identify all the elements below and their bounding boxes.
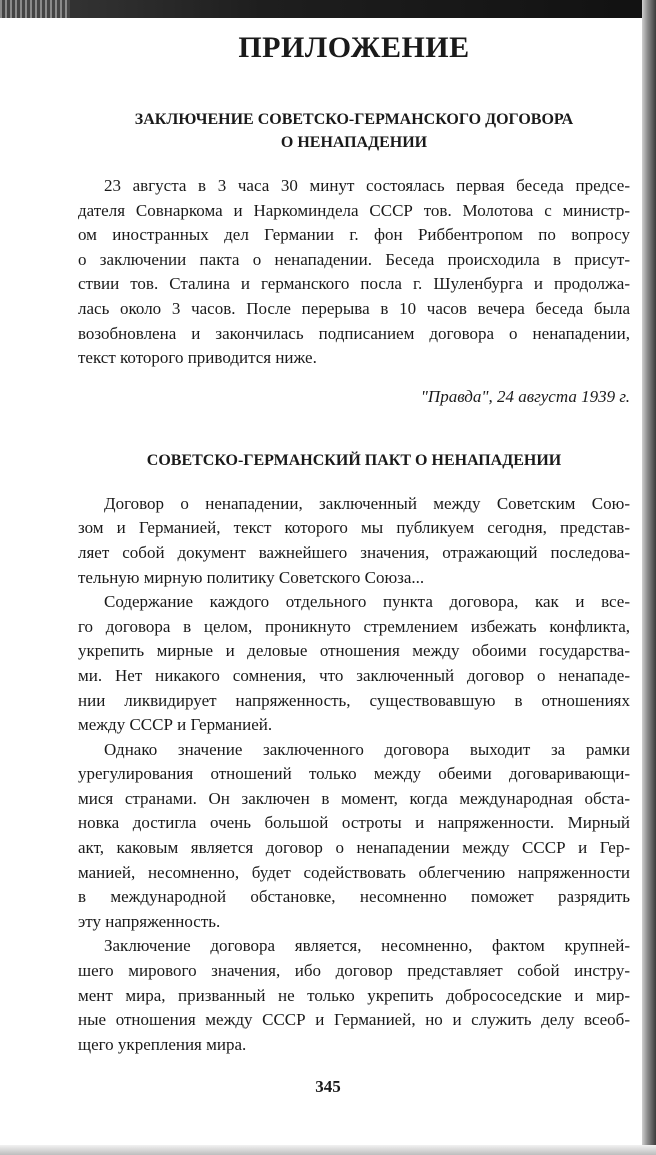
paragraph-line: дателя Совнаркома и Наркоминдела СССР тов. Молотова с министр-	[78, 200, 630, 220]
paragraph-line: акт, каковым является договор о ненападении между СССР и Гер-	[78, 838, 630, 858]
section2-paragraph-1	[78, 492, 630, 590]
paragraph-line: урегулирования отношений только между обеими договаривающи-	[78, 764, 630, 784]
document-page	[78, 22, 630, 1057]
paragraph-line: ом иностранных дел Германии г. фон Риббентропом по вопросу	[78, 225, 630, 245]
paragraph-line: манией, несомненно, будет содействовать облегчению напряженности	[78, 862, 630, 882]
paragraph-line: мент мира, призванный не только укрепить добрососедские и мир-	[78, 985, 630, 1005]
paragraph-line: Однако значение заключенного договора выходит за рамки	[104, 739, 630, 759]
section1-title-line: О НЕНАПАДЕНИИ	[280, 134, 428, 151]
paragraph-line: новка достигла очень большой остроты и напряженности. Мирный	[78, 813, 630, 833]
paragraph-line: в международной обстановке, несомненно поможет разрядить	[78, 887, 630, 907]
paragraph-line: Содержание каждого отдельного пункта договора, как и все-	[104, 592, 630, 612]
paragraph-line: тельную мирную политику Советского Союза...	[78, 567, 425, 587]
paragraph-line: ствии тов. Сталина и германского посла г. Шуленбурга и продолжа-	[78, 274, 630, 294]
paragraph-line: го договора в целом, проникнуто стремлением избежать конфликта,	[78, 616, 630, 636]
paragraph-line: Заключение договора является, несомненно, фактом крупней-	[104, 936, 630, 956]
paragraph-line: о заключении пакта о ненападении. Беседа происходила в присут-	[78, 249, 630, 269]
paragraph-line: лась около 3 часов. После перерыва в 10 часов вечера беседа была	[78, 298, 630, 318]
paragraph-line: текст которого приводится ниже.	[78, 348, 317, 368]
scan-edge-top	[0, 0, 656, 18]
section2-paragraph-3	[78, 738, 630, 935]
paragraph-line: 23 августа в 3 часа 30 минут состоялась первая беседа предсе-	[104, 176, 630, 195]
scan-edge-bottom	[0, 1145, 656, 1155]
paragraph-line: щего укрепления мира.	[78, 1034, 247, 1054]
paragraph-line: нии ликвидирует напряженность, существовавшую в отношениях	[78, 690, 630, 710]
paragraph-line: между СССР и Германией.	[78, 715, 273, 735]
page-number: 345	[315, 1077, 341, 1096]
section2-paragraph-4	[78, 934, 630, 1057]
paragraph-line: укрепить мирные и деловые отношения между обоими государства-	[78, 641, 630, 661]
paragraph-line: ные отношения между СССР и Германией, но и служить делу всеоб-	[78, 1010, 630, 1030]
section2-title: СОВЕТСКО-ГЕРМАНСКИЙ ПАКТ О НЕНАПАДЕНИИ	[146, 451, 562, 469]
section1-paragraph	[78, 174, 630, 371]
paragraph-line: мися странами. Он заключен в момент, когда международная обста-	[78, 788, 630, 808]
paragraph-line: шего мирового значения, ибо договор представляет собой инстру-	[78, 961, 630, 981]
paragraph-line: эту напряженность.	[78, 911, 221, 931]
paragraph-line: зом и Германией, текст которого мы публикуем сегодня, представ-	[78, 518, 630, 538]
scan-edge-notch	[0, 0, 70, 18]
paragraph-line: возобновлена и закончилась подписанием договора о ненападении,	[78, 323, 630, 343]
paragraph-line: ляет собой документ важнейшего значения, отражающий последова-	[78, 542, 630, 562]
paragraph-line: Договор о ненападении, заключенный между Советским Сою-	[104, 493, 630, 513]
paragraph-line: ми. Нет никакого сомнения, что заключенный договор о ненападе-	[78, 665, 630, 685]
section2-paragraph-2	[78, 590, 630, 738]
source-citation: "Правда", 24 августа 1939 г.	[420, 386, 630, 406]
section1-title	[78, 108, 630, 154]
section1-title-line: ЗАКЛЮЧЕНИЕ СОВЕТСКО-ГЕРМАНСКОГО ДОГОВОРА	[134, 111, 574, 128]
appendix-title: ПРИЛОЖЕНИЕ	[238, 31, 470, 64]
scan-edge-right	[642, 0, 656, 1155]
